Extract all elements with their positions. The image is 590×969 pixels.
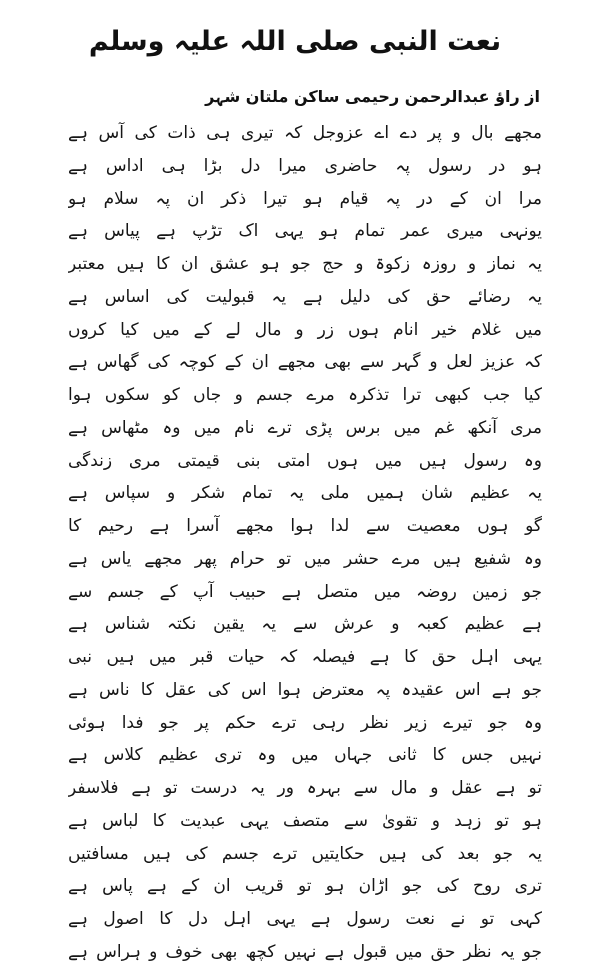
verse-line: یہ رضائے حق کی دلیل ہے یہ قبولیت کی اساس ہے <box>68 286 542 307</box>
page-title: نعت النبی صلی اللہ علیہ وسلم <box>88 26 502 57</box>
verse-line: کہی تو نے نعت رسول ہے یہی اہل دل کا اصول ہے <box>68 909 542 929</box>
verse-line: وہ شفیع ہیں مرے حشر میں تو حرام پھر مجھے یاس ہے <box>68 548 542 569</box>
verse-line: یہ نماز و روزہ زکوۃ و حج جو ہو عشق ان کا ہیں معتبر <box>68 254 542 274</box>
verse-line: جو یہ نظر حق میں قبول ہے نہیں کچھ بھی خوف و ہراس ہے <box>68 941 542 962</box>
verse-line: وہ جو تیرے زیر نظر رہی ترے حکم پر جو فدا ہوئی <box>68 712 542 733</box>
verse-line: جو ہے اس عقیدہ پہ معترض ہوا اس کی عقل کا ناس ہے <box>68 679 542 700</box>
verse-line: نہیں جس کا ثانی جہاں میں وہ تری عظیم کلاس ہے <box>68 745 542 766</box>
verse-line: جو زمین روضہ میں متصل ہے حبیب آپ کے جسم سے <box>68 581 542 602</box>
author-byline: از راؤ عبدالرحمن رحیمی ساکن ملتان شہر <box>205 87 540 106</box>
verse-line: تری روح کی جو اڑان ہو تو قریب ان کے ہے پاس ہے <box>68 876 542 897</box>
verse-line: یہ عظیم شان ہمیں ملی یہ تمام شکر و سپاس ہے <box>68 483 542 504</box>
verse-line: میں غلام خیر انام ہوں زر و مال لے کے میں کیا کروں <box>68 319 542 340</box>
verse-line: ہو در رسول پہ حاضری میرا دل بڑا ہی اداس ہے <box>68 155 542 176</box>
verse-line: یہ جو بعد کی ہیں حکایتیں ترے جسم کی ہیں مسافتیں <box>68 843 542 864</box>
verse-line: گو ہوں معصیت سے لدا ہوا مجھے آسرا ہے رحیم کا <box>68 516 542 536</box>
verse-line: مجھے بال و پر دے اے عزوجل کہ تیری ہی ذات کی آس ہے <box>68 123 542 143</box>
verse-line: مری آنکھ غم میں برس پڑی ترے نام میں وہ مٹھاس ہے <box>68 417 542 438</box>
verse-line: کیا جب کبھی ترا تذکرہ مرے جسم و جاں کو سکوں ہوا <box>68 385 542 405</box>
verse-line: ہو تو زہد و تقویٰ سے متصف یہی عبدیت کا لباس ہے <box>68 810 542 831</box>
verse-line: تو ہے عقل و مال سے بہرہ ور یہ درست تو ہے فلاسفر <box>68 778 542 798</box>
verse-line: یونہی میری عمر تمام ہو یہی اک تڑپ ہے پیاس ہے <box>68 221 542 242</box>
verse-line: ہے عظیم کعبہ و عرش سے یہ یقین نکتہ شناس ہے <box>68 614 542 635</box>
verse-list <box>68 117 542 969</box>
verse-line: کہ عزیز لعل و گہر سے بھی مجھے ان کے کوچہ کی گھاس ہے <box>68 352 542 373</box>
verse-line: وہ رسول ہیں میں ہوں امتی بنی قیمتی مری زندگی <box>68 450 542 471</box>
verse-line: مرا ان کے در پہ قیام ہو تیرا ذکر ان پہ سلام ہو <box>68 188 542 209</box>
verse-line: یہی اہل حق کا ہے فیصلہ کہ حیات قبر میں ہیں نبی <box>68 647 542 667</box>
